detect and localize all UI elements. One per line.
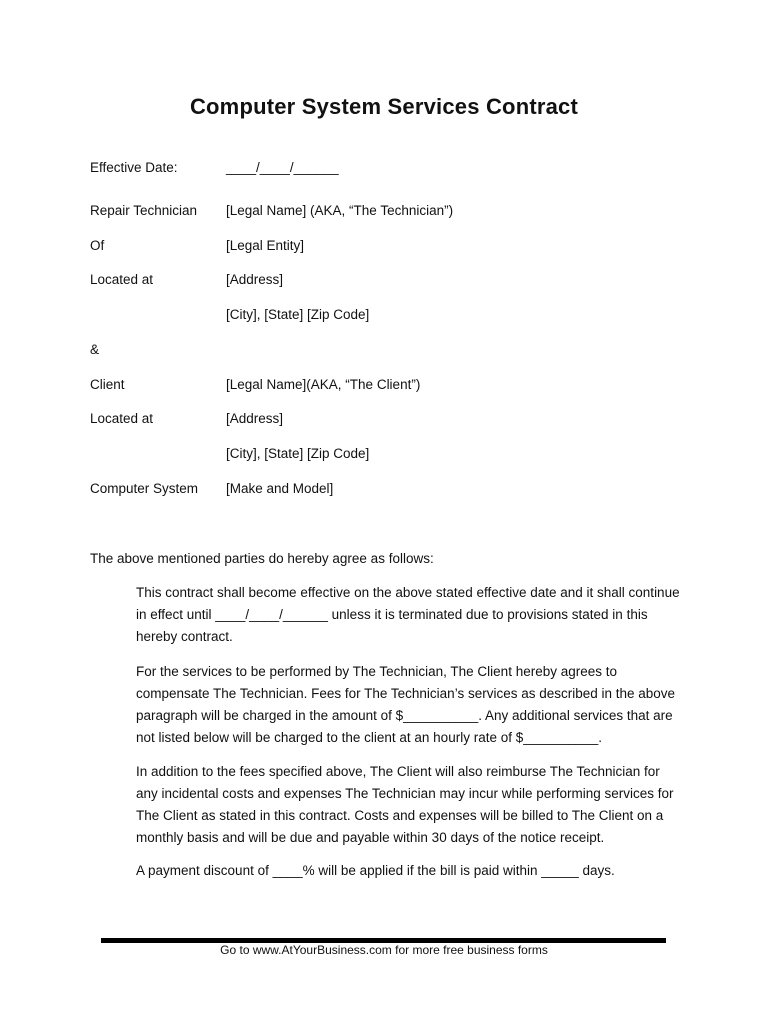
field-label: Repair Technician: [90, 203, 198, 218]
discount-paragraph: [136, 860, 684, 882]
footer-text: Go to www.AtYourBusiness.com for more free business forms: [220, 943, 548, 957]
paragraph-text: This contract shall become effective on the above stated effective date and it shall continue in effect until ____/____/______ unless it is terminated due to provisions stated in this hereby contract.: [136, 585, 680, 644]
expenses-paragraph: [136, 761, 684, 849]
field-value: [Legal Name](AKA, “The Client”): [226, 377, 421, 392]
paragraph-text: A payment discount of ____% will be applied if the bill is paid within _____ days.: [136, 863, 615, 878]
field-label: Of: [90, 238, 105, 253]
agreement-intro: The above mentioned parties do hereby agree as follows:: [90, 551, 434, 566]
contract-term-paragraph: [136, 582, 684, 648]
field-value: [Address]: [226, 272, 284, 287]
field-value: ____/____/______: [226, 160, 339, 175]
document-title: Computer System Services Contract: [189, 94, 579, 119]
paragraph-text: For the services to be performed by The Technician, The Client hereby agrees to compensate The Technician. Fees for The Technician’s services as described in the above paragraph will be charged in the amount of $__________. Any additional services that are not listed below will be charged to the client at an hourly rate of $__________.: [136, 664, 676, 745]
field-value: [Legal Name] (AKA, “The Technician”): [226, 203, 454, 218]
field-label: Computer System: [90, 481, 199, 496]
field-label: Client: [90, 377, 125, 392]
fees-paragraph: [136, 661, 684, 749]
field-value: [Address]: [226, 411, 284, 426]
field-label: Located at: [90, 272, 154, 287]
field-value: [City], [State] [Zip Code]: [226, 307, 370, 322]
field-value: [City], [State] [Zip Code]: [226, 446, 370, 461]
field-label: Effective Date:: [90, 160, 178, 175]
field-label: &: [90, 342, 100, 357]
field-value: [Legal Entity]: [226, 238, 305, 253]
field-label: Located at: [90, 411, 154, 426]
field-value: [Make and Model]: [226, 481, 334, 496]
paragraph-text: In addition to the fees specified above, The Client will also reimburse The Technician for any incidental costs and expenses The Technician may incur while performing services for The Client as stated in this contract. Costs and expenses will be billed to The Client on a monthly basis and will be due and payable within 30 days of the notice receipt.: [136, 764, 674, 845]
